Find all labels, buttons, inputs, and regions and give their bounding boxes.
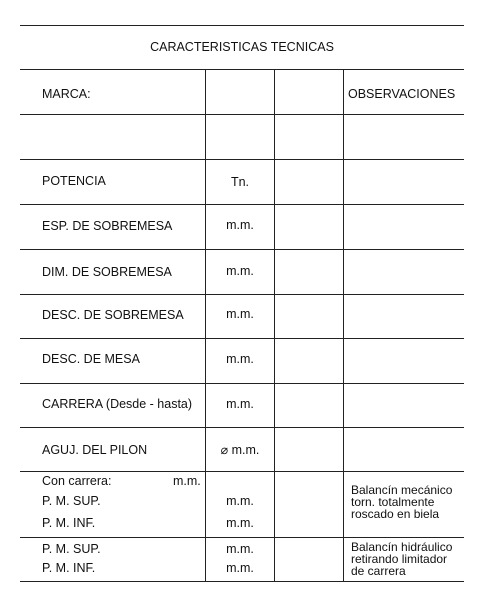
table-title: CARACTERISTICAS TECNICAS [150,40,334,54]
pm-sup-label: P. M. SUP. [42,494,101,508]
rule [20,294,464,295]
pm-sup-unit: m.m. [226,542,254,556]
column-rule [274,69,275,581]
observation-note: Balancín mecánico torn. totalmente roscado en biela [351,483,453,521]
observaciones-label: OBSERVACIONES [348,87,456,101]
rule-top [20,25,464,26]
row-label: DESC. DE MESA [42,352,140,366]
observation-note: Balancín hidráulico retirando limitador de carrera [351,540,453,578]
rule [20,249,464,250]
rule [20,471,464,472]
row-label: CARRERA (Desde - hasta) [42,397,193,411]
rule-below-title [20,69,464,70]
pm-inf-label: P. M. INF. [42,561,96,575]
row-unit: m.m. [226,352,254,366]
carrera-unit: m.m. [173,474,201,488]
pm-inf-unit: m.m. [226,561,254,575]
rule [20,383,464,384]
rule [20,159,464,160]
rule [20,427,464,428]
marca-label: MARCA: [42,87,91,101]
rule [20,338,464,339]
rule [20,114,464,115]
pm-sup-unit: m.m. [226,494,254,508]
row-unit: ⌀ m.m. [220,443,260,457]
carrera-label: Con carrera: [42,474,112,488]
row-label: ESP. DE SOBREMESA [42,219,173,233]
row-label: AGUJ. DEL PILON [42,443,148,457]
rule-bottom [20,581,464,582]
pm-sup-label: P. M. SUP. [42,542,101,556]
pm-inf-unit: m.m. [226,516,254,530]
row-label: DIM. DE SOBREMESA [42,265,172,279]
row-label: POTENCIA [42,174,106,188]
column-rule [343,69,344,581]
row-unit: Tn. [230,175,250,189]
row-unit: m.m. [226,264,254,278]
pm-inf-label: P. M. INF. [42,516,96,530]
row-label: DESC. DE SOBREMESA [42,308,184,322]
row-unit: m.m. [226,307,254,321]
rule [20,204,464,205]
row-unit: m.m. [226,218,254,232]
rule [20,537,464,538]
row-unit: m.m. [226,397,254,411]
